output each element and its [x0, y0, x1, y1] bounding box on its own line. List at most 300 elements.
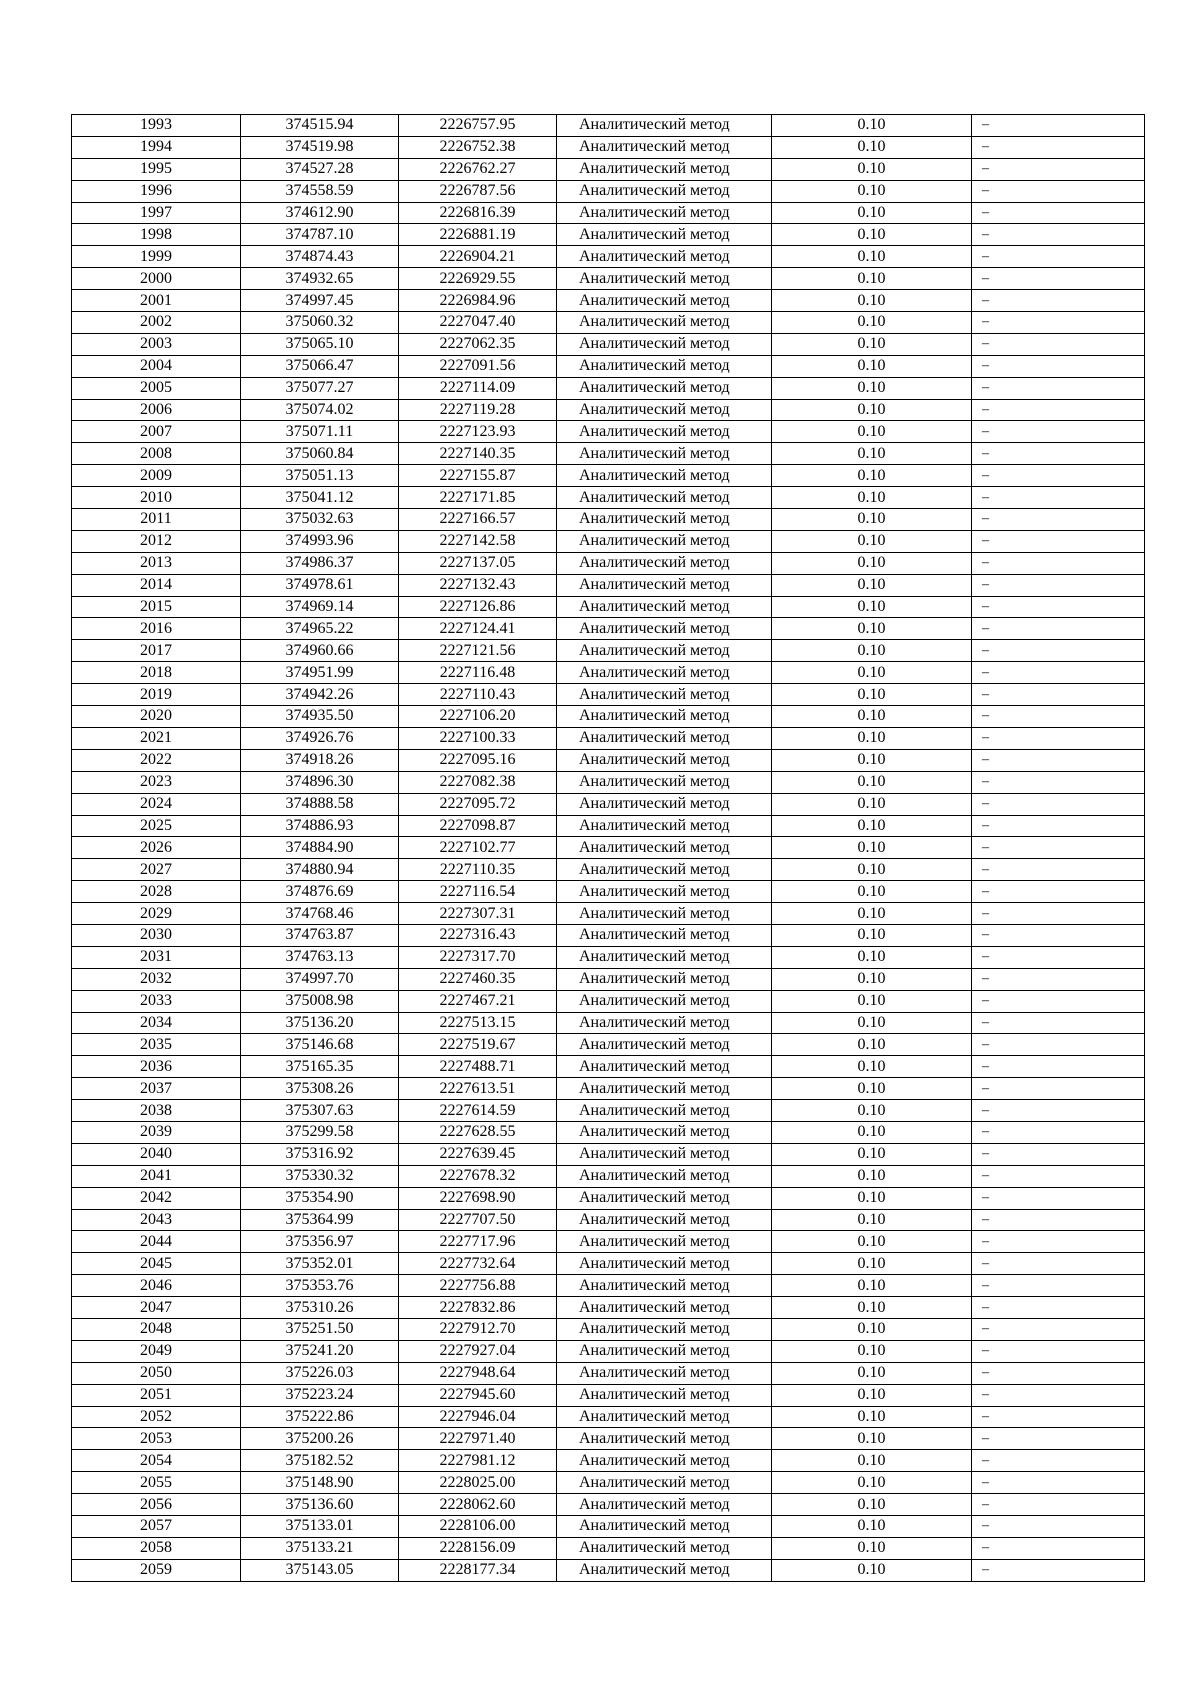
table-row — [72, 1428, 1145, 1450]
point-number-cell: 2046 — [72, 1275, 241, 1297]
table-row — [72, 881, 1145, 903]
accuracy-cell: 0.10 — [772, 1297, 972, 1319]
point-number-cell: 1999 — [72, 246, 241, 268]
accuracy-cell: 0.10 — [772, 662, 972, 684]
x-coordinate-cell: 375143.05 — [241, 1559, 399, 1581]
accuracy-cell: 0.10 — [772, 1165, 972, 1187]
x-coordinate-cell: 374918.26 — [241, 749, 399, 771]
y-coordinate-cell: 2227756.88 — [399, 1275, 557, 1297]
method-cell: Аналитический метод — [557, 1100, 772, 1122]
y-coordinate-cell: 2228156.09 — [399, 1537, 557, 1559]
x-coordinate-cell: 375226.03 — [241, 1362, 399, 1384]
accuracy-cell: 0.10 — [772, 552, 972, 574]
point-number-cell: 2049 — [72, 1340, 241, 1362]
method-cell: Аналитический метод — [557, 1494, 772, 1516]
x-coordinate-cell: 375032.63 — [241, 509, 399, 531]
note-cell: – — [972, 837, 1145, 859]
method-cell: Аналитический метод — [557, 1056, 772, 1078]
x-coordinate-cell: 374519.98 — [241, 136, 399, 158]
y-coordinate-cell: 2227732.64 — [399, 1253, 557, 1275]
accuracy-cell: 0.10 — [772, 1253, 972, 1275]
note-cell: – — [972, 465, 1145, 487]
accuracy-cell: 0.10 — [772, 224, 972, 246]
y-coordinate-cell: 2227981.12 — [399, 1450, 557, 1472]
x-coordinate-cell: 375299.58 — [241, 1121, 399, 1143]
point-number-cell: 2028 — [72, 881, 241, 903]
y-coordinate-cell: 2227106.20 — [399, 706, 557, 728]
x-coordinate-cell: 374926.76 — [241, 727, 399, 749]
note-cell: – — [972, 706, 1145, 728]
x-coordinate-cell: 375060.32 — [241, 312, 399, 334]
x-coordinate-cell: 375066.47 — [241, 355, 399, 377]
method-cell: Аналитический метод — [557, 1318, 772, 1340]
y-coordinate-cell: 2228025.00 — [399, 1472, 557, 1494]
x-coordinate-cell: 374886.93 — [241, 815, 399, 837]
y-coordinate-cell: 2227110.43 — [399, 684, 557, 706]
note-cell: – — [972, 246, 1145, 268]
point-number-cell: 2018 — [72, 662, 241, 684]
table-row — [72, 1034, 1145, 1056]
x-coordinate-cell: 375308.26 — [241, 1078, 399, 1100]
accuracy-cell: 0.10 — [772, 815, 972, 837]
note-cell: – — [972, 399, 1145, 421]
method-cell: Аналитический метод — [557, 1121, 772, 1143]
method-cell: Аналитический метод — [557, 1034, 772, 1056]
accuracy-cell: 0.10 — [772, 793, 972, 815]
table-row — [72, 1078, 1145, 1100]
table-row — [72, 399, 1145, 421]
table-row — [72, 1318, 1145, 1340]
x-coordinate-cell: 375041.12 — [241, 487, 399, 509]
point-number-cell: 2023 — [72, 771, 241, 793]
x-coordinate-cell: 375353.76 — [241, 1275, 399, 1297]
note-cell: – — [972, 1297, 1145, 1319]
accuracy-cell: 0.10 — [772, 1231, 972, 1253]
point-number-cell: 2000 — [72, 268, 241, 290]
point-number-cell: 2056 — [72, 1494, 241, 1516]
point-number-cell: 2013 — [72, 552, 241, 574]
table-row — [72, 618, 1145, 640]
accuracy-cell: 0.10 — [772, 837, 972, 859]
table-row — [72, 903, 1145, 925]
table-row — [72, 1100, 1145, 1122]
point-number-cell: 2051 — [72, 1384, 241, 1406]
x-coordinate-cell: 375133.21 — [241, 1537, 399, 1559]
accuracy-cell: 0.10 — [772, 1340, 972, 1362]
note-cell: – — [972, 333, 1145, 355]
method-cell: Аналитический метод — [557, 1406, 772, 1428]
point-number-cell: 2055 — [72, 1472, 241, 1494]
accuracy-cell: 0.10 — [772, 158, 972, 180]
table-row — [72, 180, 1145, 202]
note-cell: – — [972, 596, 1145, 618]
accuracy-cell: 0.10 — [772, 684, 972, 706]
note-cell: – — [972, 202, 1145, 224]
y-coordinate-cell: 2227102.77 — [399, 837, 557, 859]
x-coordinate-cell: 375356.97 — [241, 1231, 399, 1253]
y-coordinate-cell: 2227091.56 — [399, 355, 557, 377]
x-coordinate-cell: 375165.35 — [241, 1056, 399, 1078]
y-coordinate-cell: 2227912.70 — [399, 1318, 557, 1340]
method-cell: Аналитический метод — [557, 881, 772, 903]
y-coordinate-cell: 2227613.51 — [399, 1078, 557, 1100]
y-coordinate-cell: 2226762.27 — [399, 158, 557, 180]
table-row — [72, 574, 1145, 596]
x-coordinate-cell: 374558.59 — [241, 180, 399, 202]
y-coordinate-cell: 2227171.85 — [399, 487, 557, 509]
coordinates-table — [71, 114, 1145, 1582]
table-row — [72, 662, 1145, 684]
point-number-cell: 2042 — [72, 1187, 241, 1209]
note-cell: – — [972, 574, 1145, 596]
x-coordinate-cell: 374888.58 — [241, 793, 399, 815]
method-cell: Аналитический метод — [557, 465, 772, 487]
note-cell: – — [972, 1428, 1145, 1450]
method-cell: Аналитический метод — [557, 509, 772, 531]
table-row — [72, 1472, 1145, 1494]
y-coordinate-cell: 2227062.35 — [399, 333, 557, 355]
point-number-cell: 2044 — [72, 1231, 241, 1253]
method-cell: Аналитический метод — [557, 1078, 772, 1100]
table-row — [72, 1143, 1145, 1165]
x-coordinate-cell: 375148.90 — [241, 1472, 399, 1494]
method-cell: Аналитический метод — [557, 574, 772, 596]
table-row — [72, 1209, 1145, 1231]
accuracy-cell: 0.10 — [772, 1559, 972, 1581]
y-coordinate-cell: 2227123.93 — [399, 421, 557, 443]
y-coordinate-cell: 2227707.50 — [399, 1209, 557, 1231]
x-coordinate-cell: 374515.94 — [241, 115, 399, 137]
table-row — [72, 355, 1145, 377]
method-cell: Аналитический метод — [557, 246, 772, 268]
point-number-cell: 2053 — [72, 1428, 241, 1450]
accuracy-cell: 0.10 — [772, 421, 972, 443]
point-number-cell: 2017 — [72, 640, 241, 662]
point-number-cell: 2005 — [72, 377, 241, 399]
note-cell: – — [972, 990, 1145, 1012]
method-cell: Аналитический метод — [557, 837, 772, 859]
x-coordinate-cell: 374763.13 — [241, 946, 399, 968]
method-cell: Аналитический метод — [557, 530, 772, 552]
y-coordinate-cell: 2227137.05 — [399, 552, 557, 574]
x-coordinate-cell: 374932.65 — [241, 268, 399, 290]
x-coordinate-cell: 374969.14 — [241, 596, 399, 618]
x-coordinate-cell: 375200.26 — [241, 1428, 399, 1450]
method-cell: Аналитический метод — [557, 596, 772, 618]
accuracy-cell: 0.10 — [772, 1450, 972, 1472]
accuracy-cell: 0.10 — [772, 618, 972, 640]
y-coordinate-cell: 2226929.55 — [399, 268, 557, 290]
note-cell: – — [972, 224, 1145, 246]
y-coordinate-cell: 2227121.56 — [399, 640, 557, 662]
accuracy-cell: 0.10 — [772, 377, 972, 399]
accuracy-cell: 0.10 — [772, 1187, 972, 1209]
y-coordinate-cell: 2227142.58 — [399, 530, 557, 552]
y-coordinate-cell: 2227047.40 — [399, 312, 557, 334]
note-cell: – — [972, 180, 1145, 202]
method-cell: Аналитический метод — [557, 1143, 772, 1165]
y-coordinate-cell: 2227971.40 — [399, 1428, 557, 1450]
y-coordinate-cell: 2226757.95 — [399, 115, 557, 137]
accuracy-cell: 0.10 — [772, 1275, 972, 1297]
y-coordinate-cell: 2226984.96 — [399, 290, 557, 312]
accuracy-cell: 0.10 — [772, 771, 972, 793]
accuracy-cell: 0.10 — [772, 574, 972, 596]
y-coordinate-cell: 2227628.55 — [399, 1121, 557, 1143]
x-coordinate-cell: 375077.27 — [241, 377, 399, 399]
point-number-cell: 2027 — [72, 859, 241, 881]
method-cell: Аналитический метод — [557, 115, 772, 137]
table-row — [72, 115, 1145, 137]
note-cell: – — [972, 1318, 1145, 1340]
table-row — [72, 749, 1145, 771]
point-number-cell: 2030 — [72, 924, 241, 946]
method-cell: Аналитический метод — [557, 1165, 772, 1187]
accuracy-cell: 0.10 — [772, 1012, 972, 1034]
y-coordinate-cell: 2227126.86 — [399, 596, 557, 618]
y-coordinate-cell: 2227140.35 — [399, 443, 557, 465]
y-coordinate-cell: 2227110.35 — [399, 859, 557, 881]
method-cell: Аналитический метод — [557, 1428, 772, 1450]
x-coordinate-cell: 375241.20 — [241, 1340, 399, 1362]
note-cell: – — [972, 662, 1145, 684]
method-cell: Аналитический метод — [557, 815, 772, 837]
point-number-cell: 2036 — [72, 1056, 241, 1078]
note-cell: – — [972, 859, 1145, 881]
point-number-cell: 2015 — [72, 596, 241, 618]
accuracy-cell: 0.10 — [772, 1362, 972, 1384]
note-cell: – — [972, 1100, 1145, 1122]
method-cell: Аналитический метод — [557, 1231, 772, 1253]
point-number-cell: 2040 — [72, 1143, 241, 1165]
accuracy-cell: 0.10 — [772, 859, 972, 881]
accuracy-cell: 0.10 — [772, 1494, 972, 1516]
method-cell: Аналитический метод — [557, 355, 772, 377]
point-number-cell: 2041 — [72, 1165, 241, 1187]
y-coordinate-cell: 2228062.60 — [399, 1494, 557, 1516]
method-cell: Аналитический метод — [557, 924, 772, 946]
accuracy-cell: 0.10 — [772, 596, 972, 618]
point-number-cell: 2033 — [72, 990, 241, 1012]
accuracy-cell: 0.10 — [772, 1209, 972, 1231]
accuracy-cell: 0.10 — [772, 1143, 972, 1165]
table-row — [72, 312, 1145, 334]
method-cell: Аналитический метод — [557, 706, 772, 728]
accuracy-cell: 0.10 — [772, 1034, 972, 1056]
table-row — [72, 706, 1145, 728]
x-coordinate-cell: 374935.50 — [241, 706, 399, 728]
point-number-cell: 2001 — [72, 290, 241, 312]
note-cell: – — [972, 968, 1145, 990]
method-cell: Аналитический метод — [557, 202, 772, 224]
accuracy-cell: 0.10 — [772, 268, 972, 290]
note-cell: – — [972, 1275, 1145, 1297]
point-number-cell: 2002 — [72, 312, 241, 334]
note-cell: – — [972, 1231, 1145, 1253]
y-coordinate-cell: 2227945.60 — [399, 1384, 557, 1406]
y-coordinate-cell: 2227519.67 — [399, 1034, 557, 1056]
accuracy-cell: 0.10 — [772, 924, 972, 946]
y-coordinate-cell: 2227460.35 — [399, 968, 557, 990]
method-cell: Аналитический метод — [557, 618, 772, 640]
point-number-cell: 2004 — [72, 355, 241, 377]
table-row — [72, 837, 1145, 859]
y-coordinate-cell: 2226816.39 — [399, 202, 557, 224]
method-cell: Аналитический метод — [557, 268, 772, 290]
method-cell: Аналитический метод — [557, 1187, 772, 1209]
y-coordinate-cell: 2227678.32 — [399, 1165, 557, 1187]
point-number-cell: 2032 — [72, 968, 241, 990]
method-cell: Аналитический метод — [557, 727, 772, 749]
note-cell: – — [972, 771, 1145, 793]
accuracy-cell: 0.10 — [772, 1078, 972, 1100]
y-coordinate-cell: 2227124.41 — [399, 618, 557, 640]
accuracy-cell: 0.10 — [772, 1472, 972, 1494]
table-row — [72, 268, 1145, 290]
note-cell: – — [972, 1121, 1145, 1143]
y-coordinate-cell: 2227166.57 — [399, 509, 557, 531]
note-cell: – — [972, 1078, 1145, 1100]
method-cell: Аналитический метод — [557, 224, 772, 246]
y-coordinate-cell: 2227114.09 — [399, 377, 557, 399]
y-coordinate-cell: 2227116.48 — [399, 662, 557, 684]
point-number-cell: 2012 — [72, 530, 241, 552]
point-number-cell: 2047 — [72, 1297, 241, 1319]
note-cell: – — [972, 924, 1145, 946]
table-body — [72, 115, 1145, 1582]
note-cell: – — [972, 115, 1145, 137]
x-coordinate-cell: 374965.22 — [241, 618, 399, 640]
accuracy-cell: 0.10 — [772, 180, 972, 202]
note-cell: – — [972, 727, 1145, 749]
method-cell: Аналитический метод — [557, 443, 772, 465]
table-row — [72, 968, 1145, 990]
table-row — [72, 1340, 1145, 1362]
point-number-cell: 1994 — [72, 136, 241, 158]
y-coordinate-cell: 2227488.71 — [399, 1056, 557, 1078]
method-cell: Аналитический метод — [557, 158, 772, 180]
note-cell: – — [972, 881, 1145, 903]
y-coordinate-cell: 2226752.38 — [399, 136, 557, 158]
method-cell: Аналитический метод — [557, 399, 772, 421]
method-cell: Аналитический метод — [557, 180, 772, 202]
point-number-cell: 1993 — [72, 115, 241, 137]
x-coordinate-cell: 375316.92 — [241, 1143, 399, 1165]
accuracy-cell: 0.10 — [772, 727, 972, 749]
y-coordinate-cell: 2228177.34 — [399, 1559, 557, 1581]
point-number-cell: 2058 — [72, 1537, 241, 1559]
table-row — [72, 1297, 1145, 1319]
x-coordinate-cell: 374876.69 — [241, 881, 399, 903]
note-cell: – — [972, 487, 1145, 509]
point-number-cell: 2010 — [72, 487, 241, 509]
y-coordinate-cell: 2227095.16 — [399, 749, 557, 771]
point-number-cell: 2035 — [72, 1034, 241, 1056]
x-coordinate-cell: 374997.45 — [241, 290, 399, 312]
accuracy-cell: 0.10 — [772, 1318, 972, 1340]
y-coordinate-cell: 2227946.04 — [399, 1406, 557, 1428]
note-cell: – — [972, 1516, 1145, 1538]
point-number-cell: 2039 — [72, 1121, 241, 1143]
accuracy-cell: 0.10 — [772, 487, 972, 509]
method-cell: Аналитический метод — [557, 771, 772, 793]
point-number-cell: 2007 — [72, 421, 241, 443]
table-row — [72, 158, 1145, 180]
note-cell: – — [972, 1034, 1145, 1056]
table-row — [72, 530, 1145, 552]
point-number-cell: 2059 — [72, 1559, 241, 1581]
y-coordinate-cell: 2226881.19 — [399, 224, 557, 246]
accuracy-cell: 0.10 — [772, 1056, 972, 1078]
x-coordinate-cell: 374787.10 — [241, 224, 399, 246]
x-coordinate-cell: 375136.60 — [241, 1494, 399, 1516]
x-coordinate-cell: 374527.28 — [241, 158, 399, 180]
accuracy-cell: 0.10 — [772, 1428, 972, 1450]
point-number-cell: 2011 — [72, 509, 241, 531]
method-cell: Аналитический метод — [557, 333, 772, 355]
method-cell: Аналитический метод — [557, 1450, 772, 1472]
method-cell: Аналитический метод — [557, 1209, 772, 1231]
table-row — [72, 246, 1145, 268]
note-cell: – — [972, 530, 1145, 552]
table-row — [72, 946, 1145, 968]
accuracy-cell: 0.10 — [772, 1121, 972, 1143]
method-cell: Аналитический метод — [557, 1012, 772, 1034]
note-cell: – — [972, 1472, 1145, 1494]
note-cell: – — [972, 618, 1145, 640]
accuracy-cell: 0.10 — [772, 903, 972, 925]
y-coordinate-cell: 2227698.90 — [399, 1187, 557, 1209]
point-number-cell: 1998 — [72, 224, 241, 246]
x-coordinate-cell: 374896.30 — [241, 771, 399, 793]
x-coordinate-cell: 374768.46 — [241, 903, 399, 925]
table-row — [72, 596, 1145, 618]
table-row — [72, 1253, 1145, 1275]
note-cell: – — [972, 1340, 1145, 1362]
point-number-cell: 2020 — [72, 706, 241, 728]
point-number-cell: 1996 — [72, 180, 241, 202]
table-row — [72, 640, 1145, 662]
table-row — [72, 487, 1145, 509]
note-cell: – — [972, 1143, 1145, 1165]
y-coordinate-cell: 2227155.87 — [399, 465, 557, 487]
x-coordinate-cell: 375133.01 — [241, 1516, 399, 1538]
point-number-cell: 2021 — [72, 727, 241, 749]
note-cell: – — [972, 1012, 1145, 1034]
point-number-cell: 2034 — [72, 1012, 241, 1034]
x-coordinate-cell: 375146.68 — [241, 1034, 399, 1056]
point-number-cell: 2009 — [72, 465, 241, 487]
method-cell: Аналитический метод — [557, 968, 772, 990]
x-coordinate-cell: 375251.50 — [241, 1318, 399, 1340]
note-cell: – — [972, 290, 1145, 312]
table-row — [72, 552, 1145, 574]
point-number-cell: 2006 — [72, 399, 241, 421]
y-coordinate-cell: 2227082.38 — [399, 771, 557, 793]
method-cell: Аналитический метод — [557, 903, 772, 925]
y-coordinate-cell: 2227307.31 — [399, 903, 557, 925]
note-cell: – — [972, 1537, 1145, 1559]
method-cell: Аналитический метод — [557, 1472, 772, 1494]
table-row — [72, 727, 1145, 749]
note-cell: – — [972, 268, 1145, 290]
y-coordinate-cell: 2226787.56 — [399, 180, 557, 202]
accuracy-cell: 0.10 — [772, 1406, 972, 1428]
table-row — [72, 771, 1145, 793]
note-cell: – — [972, 640, 1145, 662]
accuracy-cell: 0.10 — [772, 1537, 972, 1559]
table-row — [72, 465, 1145, 487]
